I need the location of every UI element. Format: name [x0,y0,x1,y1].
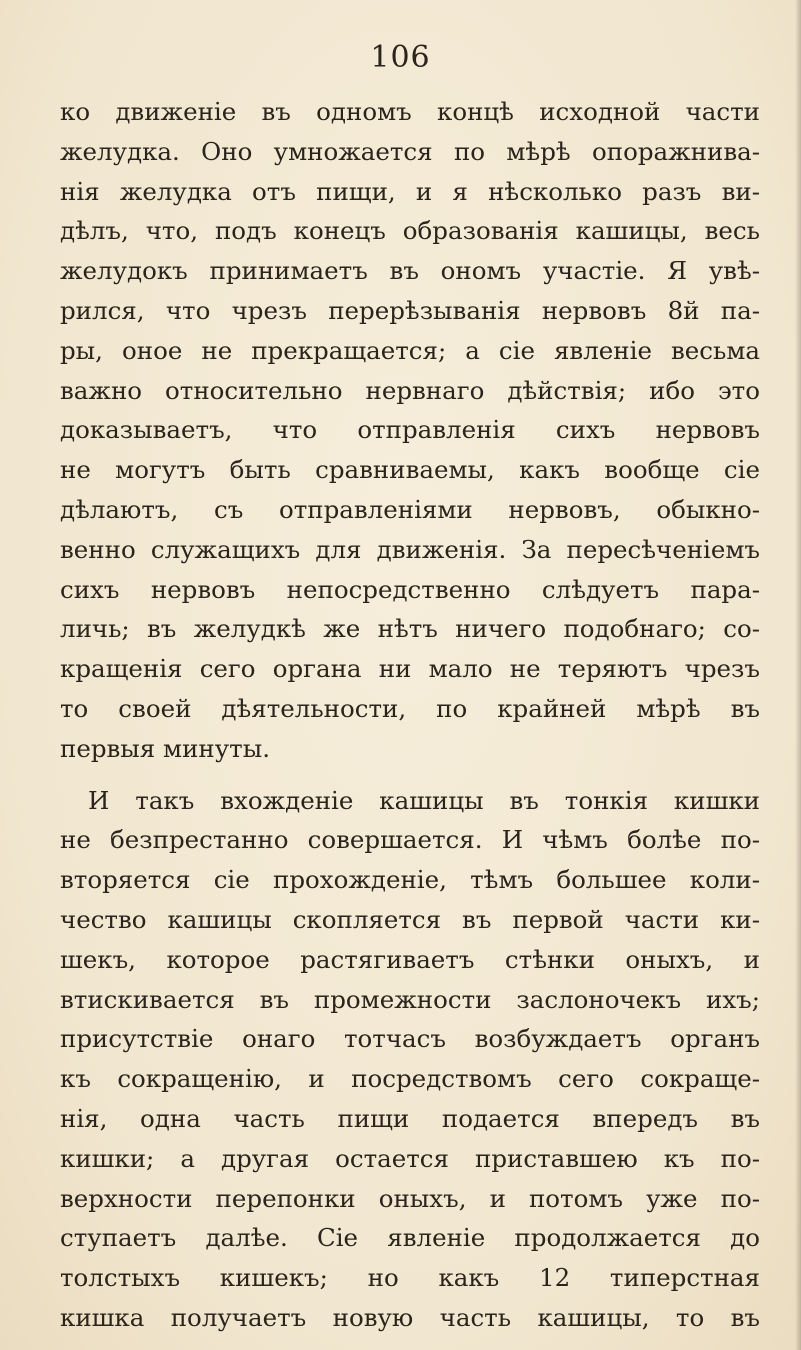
body-text [60,92,760,1338]
text-line: то своей дѣятельности, по крайней мѣрѣ въ [60,693,760,723]
text-line: рился, что чрезъ перерѣзыванія нервовъ 8й па- [60,295,760,325]
text-line: И такъ вхожденіе кашицы въ тонкія кишки [88,785,760,815]
text-line: личь; въ желудкѣ же нѣтъ ничего подобнаго; со- [60,614,760,644]
page-edge-shadow [795,0,801,1350]
text-line: чество кашицы скопляется въ первой части ки- [60,904,760,934]
text-line: кишка получаетъ новую часть кашицы, то въ [60,1302,760,1332]
text-line: доказываетъ, что отправленія сихъ нервовъ [60,415,760,445]
text-line: вторяется сіе прохожденіе, тѣмъ большее коли- [60,865,760,895]
text-line: важно относительно нервнаго дѣйствія; ибо это [60,375,760,405]
text-line: желудка. Оно умножается по мѣрѣ опоражнива- [60,136,760,166]
text-line: не могутъ быть сравниваемы, какъ вообще сіе [60,455,760,485]
text-line: втискивается въ промежности заслоночекъ ихъ; [60,984,760,1014]
paragraph-1 [60,92,760,769]
text-line: присутствіе онаго тотчасъ возбуждаетъ органъ [60,1024,760,1054]
page-number: 106 [370,40,431,75]
text-line: нія желудка отъ пищи, и я нѣсколько разъ ви- [60,176,760,206]
text-line: не безпрестанно совершается. И чѣмъ болѣе по- [60,825,760,855]
text-line: ры, оное не прекращается; а сіе явленіе весьма [60,335,760,365]
paragraph-gap [60,769,760,781]
text-line: венно служащихъ для движенія. За пересѣченіемъ [60,534,760,564]
text-line: толстыхъ кишекъ; но какъ 12 типерстная [60,1263,760,1293]
text-line: кишки; а другая остается приставшею къ по- [60,1143,760,1173]
text-line: шекъ, которое растягиваетъ стѣнки оныхъ, и [60,944,760,974]
text-line: дѣлаютъ, съ отправленіями нервовъ, обыкно- [60,494,760,524]
text-line: первыя минуты. [60,733,271,763]
text-line: сихъ нервовъ непосредственно слѣдуетъ пара- [60,574,760,604]
text-line: нія, одна часть пищи подается впередъ въ [60,1103,760,1133]
text-line: ступаетъ далѣе. Сіе явленіе продолжается до [60,1223,760,1253]
text-line: кращенія сего органа ни мало не теряютъ чрезъ [60,654,760,684]
text-line: ко движеніе въ одномъ концѣ исходной части [60,97,760,126]
text-line: верхности перепонки оныхъ, и потомъ уже по- [60,1183,760,1213]
text-line: дѣлъ, что, подъ конецъ образованія кашицы, весь [60,216,760,246]
text-line: желудокъ принимаетъ въ ономъ участіе. Я увѣ- [60,256,760,286]
paragraph-2 [60,781,760,1338]
text-line: къ сокращенію, и посредствомъ сего сокраще- [60,1064,760,1094]
